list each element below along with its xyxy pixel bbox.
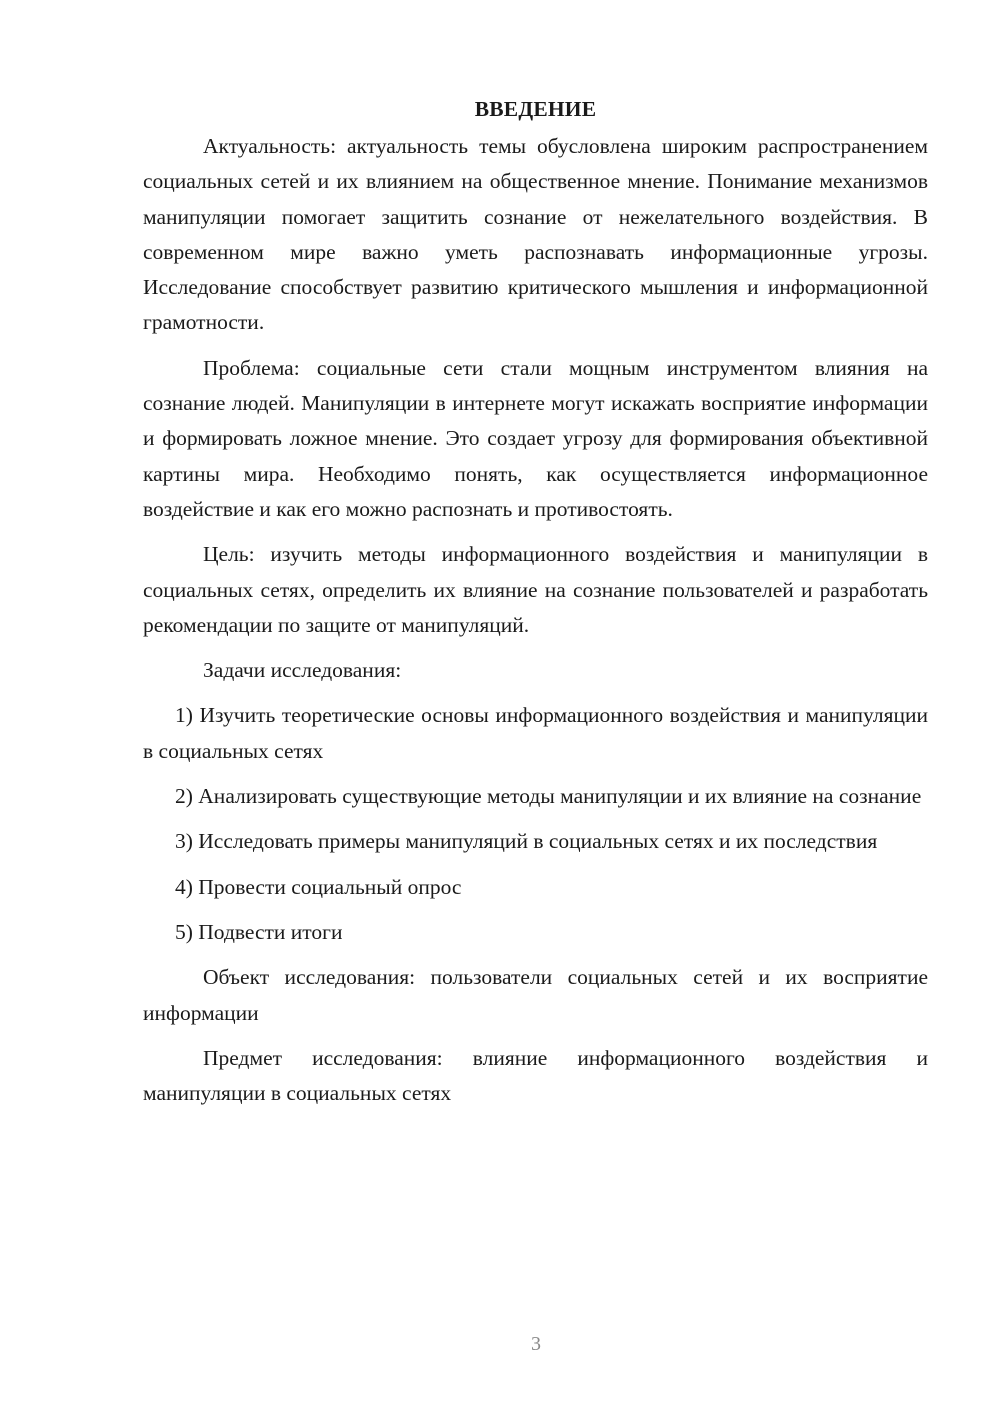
list-item: 3) Исследовать примеры манипуляций в социальных сетях и их последствия bbox=[175, 829, 878, 854]
page-title: ВВЕДЕНИЕ bbox=[474, 97, 597, 121]
problem-paragraph: Проблема: социальные сети стали мощным инструментом влияния на сознание людей. Манипуляции в интернете могут искажать восприятие информации и формировать ложное мнение. Это создает угрозу для формирования объективной картины мира. Необходимо понять, как осуществляется информационное воздействие и как его можно распознать и противостоять. bbox=[143, 355, 928, 521]
tasks-heading: Задачи исследования: bbox=[203, 658, 402, 683]
list-item: 2) Анализировать существующие методы манипуляции и их влияние на сознание bbox=[175, 784, 922, 809]
relevance-paragraph: Актуальность: актуальность темы обусловлена широким распространением социальных сетей и их влиянием на общественное мнение. Понимание механизмов манипуляции помогает защитить сознание от нежелательного воздействия. В современном мире важно уметь распознавать информационные угрозы. Исследование способствует развитию критического мышления и информационной грамотности. bbox=[143, 134, 928, 335]
subject-paragraph: Предмет исследования: влияние информационного воздействия и манипуляции в социальных сетях bbox=[143, 1045, 928, 1106]
list-item: 1) Изучить теоретические основы информационного воздействия и манипуляции в социальных сетях bbox=[143, 703, 928, 763]
tasks-list bbox=[143, 698, 928, 950]
list-item: 4) Провести социальный опрос bbox=[175, 874, 462, 899]
page-number: 3 bbox=[531, 1333, 541, 1355]
goal-paragraph: Цель: изучить методы информационного воздействия и манипуляции в социальных сетях, определить их влияние на сознание пользователей и разработать рекомендации по защите от манипуляций. bbox=[143, 542, 928, 637]
page-body bbox=[143, 92, 928, 1121]
object-paragraph: Объект исследования: пользователи социальных сетей и их восприятие информации bbox=[143, 965, 928, 1025]
list-item: 5) Подвести итоги bbox=[175, 919, 343, 944]
